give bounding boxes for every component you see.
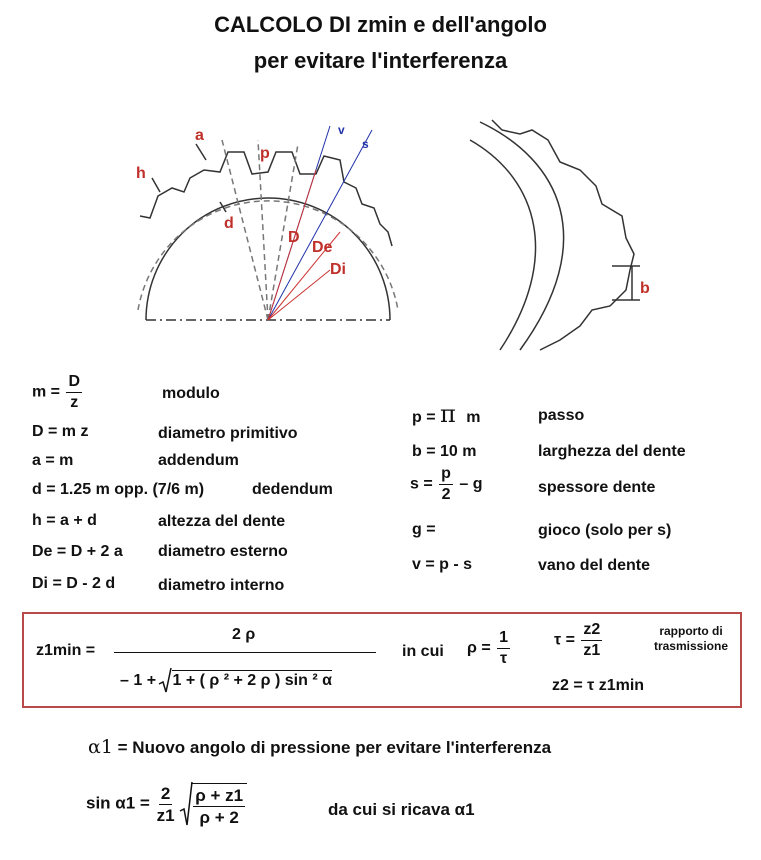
desc-vano: vano del dente <box>538 557 651 574</box>
root-circle <box>146 198 390 320</box>
label-s: s <box>362 137 369 151</box>
desc-gioco: gioco (solo per s) <box>538 522 672 539</box>
formula-addendum: a = m <box>32 452 74 469</box>
desc-larghezza: larghezza del dente <box>538 443 686 460</box>
label-b: b <box>640 280 650 297</box>
formula-passo: p = π m <box>412 400 481 428</box>
desc-diametro-primitivo: diametro primitivo <box>158 425 298 442</box>
alpha-line: α1 = Nuovo angolo di pressione per evitare l'interferenza <box>88 736 552 758</box>
da-cui-label: da cui si ricava α1 <box>328 800 475 819</box>
z1min-numerator: 2 ρ <box>232 626 256 643</box>
z1min-denominator: – 1 + 1 + ( ρ ² + 2 ρ ) sin ² α <box>120 668 332 694</box>
sqrt-icon <box>158 668 172 694</box>
formula-dedendum: d = 1.25 m opp. (7/6 m) <box>32 481 205 498</box>
desc-spessore: spessore dente <box>538 479 656 496</box>
pitch-circle <box>138 201 398 310</box>
gear-diagram <box>0 100 761 360</box>
formula-gioco: g = <box>412 521 436 538</box>
desc-passo: passo <box>538 407 585 424</box>
formula-altezza: h = a + d <box>32 512 97 529</box>
label-d: d <box>224 215 234 232</box>
label-Di: Di <box>330 261 346 278</box>
formula-diametro-interno: Di = D - 2 d <box>32 575 116 592</box>
formula-spessore: s = $\frac{p}{2}$ – g <box>410 465 483 503</box>
label-v: v <box>338 123 345 137</box>
rho-formula: ρ = $\frac{1}{\tau}$ <box>467 629 509 667</box>
gear-side-view <box>470 120 640 350</box>
page-title: CALCOLO DI zmin e dell'angolo <box>214 12 547 37</box>
formula-larghezza: b = 10 m <box>412 443 477 460</box>
formula-diametro-primitivo: D = m z <box>32 423 89 440</box>
label-h: h <box>136 165 146 182</box>
desc-addendum: addendum <box>158 452 239 469</box>
desc-altezza: altezza del dente <box>158 513 286 530</box>
label-p: p <box>260 145 270 162</box>
z2-formula: z2 = τ z1min <box>552 677 645 694</box>
desc-diametro-interno: diametro interno <box>158 577 285 594</box>
in-cui-label: in cui <box>402 643 444 660</box>
label-a: a <box>195 127 204 144</box>
desc-dedendum: dedendum <box>252 481 333 498</box>
gear-teeth <box>140 152 392 246</box>
label-De: De <box>312 239 333 256</box>
z1min-lhs: z1min = <box>36 642 96 659</box>
formula-modulo: m = $\frac{D}{z}$ <box>32 373 81 411</box>
tau-formula: τ = $\frac{z2}{z1}$ <box>554 621 601 659</box>
desc-modulo: modulo <box>162 385 220 402</box>
tau-note: rapporto di trasmissione <box>653 624 729 653</box>
z1min-fraction-bar <box>114 652 376 653</box>
formula-diametro-esterno: De = D + 2 a <box>32 543 123 560</box>
desc-diametro-esterno: diametro esterno <box>158 543 288 560</box>
sin-alpha-formula: sin α1 = $\frac{2}{z1}$ $\frac{\rho + z1}{\rho + 2}$ <box>86 781 247 827</box>
formula-vano: v = p - s <box>412 556 473 573</box>
label-D: D <box>288 229 300 246</box>
page-subtitle: per evitare l'interferenza <box>253 48 508 73</box>
